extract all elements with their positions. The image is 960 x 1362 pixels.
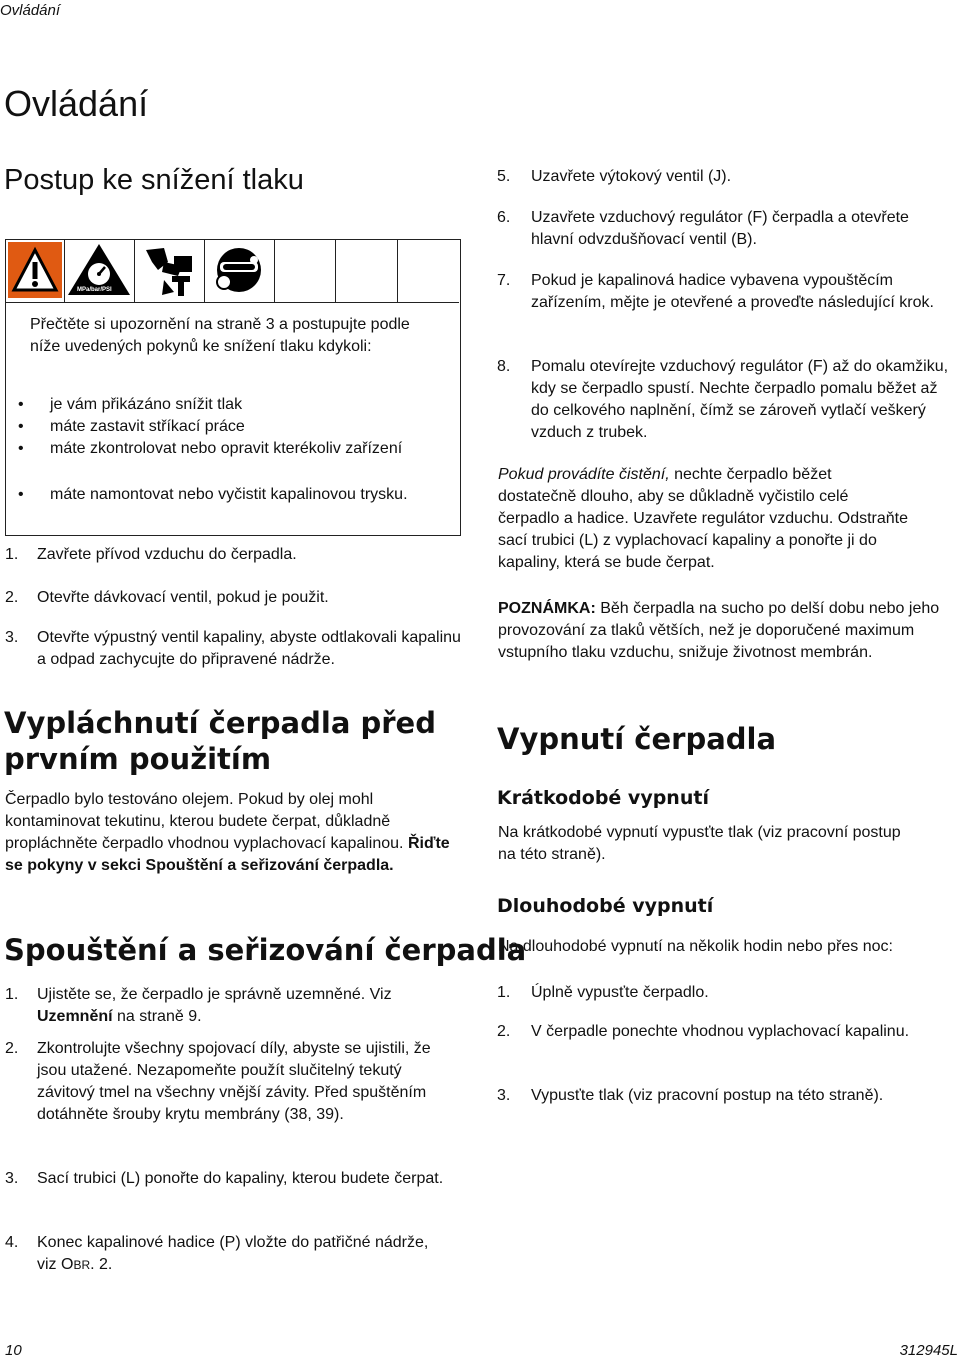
warning-icon-row [6, 240, 459, 303]
bullet-text: máte zkontrolovat nebo opravit kterékoliv zařízení [50, 440, 403, 457]
empty-icon-cell-1 [274, 240, 336, 302]
step-number: 7. [497, 272, 511, 289]
page-number: 10 [5, 1342, 22, 1359]
step-number: 1. [497, 984, 511, 1001]
note-paragraph [498, 598, 960, 664]
step-text: Pokud je kapalinová hadice vybavena vypouštěcím zařízením, mějte je otevřené a proveďte následující krok. [531, 272, 934, 311]
short-shutdown-heading: Krátkodobé vypnutí [497, 787, 709, 809]
flush-heading: Vypláchnutí čerpadla před prvním použitím [4, 706, 436, 776]
step-text-smallcaps: BR [73, 1258, 91, 1272]
step-number: 1. [5, 546, 19, 563]
shutdown-heading: Vypnutí čerpadla [497, 722, 777, 756]
warning-intro: Přečtěte si upozornění na straně 3 a postupujte podle níže uvedených pokynů ke snížení tlaku kdykoli: [30, 316, 410, 355]
pressure-icon-cell [64, 240, 135, 302]
step-number: 3. [497, 1087, 511, 1104]
injection-icon-cell [134, 240, 205, 302]
step-ref-bold: Uzemnění [37, 1008, 113, 1025]
step-text [37, 1232, 447, 1276]
pressure-icon-label: MPa/bar/PSI [77, 287, 112, 293]
step-text: Úplně vypusťte čerpadlo. [531, 984, 709, 1001]
ppe-icon-cell [204, 240, 275, 302]
step-text: Otevřte dávkovací ventil, pokud je použit. [37, 589, 329, 606]
note-text: Běh čerpadla na sucho po delší dobu nebo jeho provozování za tlaků větších, než je doporučené maximum vstupního tlaku vzduchu, snižuje životnost membrán. [498, 600, 940, 661]
flush-bold-text: Řiďte se pokyny v sekci Spouštění a seřizování čerpadla. [5, 835, 450, 874]
step-text: Zkontrolujte všechny spojovací díly, abyste se ujistili, že jsou utažené. Nezapomeňte použít slučitelný tekutý závitový tmel na všechny vnější závity. Před spuštěním dotáhněte šrouby krytu membrány (38, 39). [37, 1040, 431, 1123]
page-title: Ovládání [4, 83, 149, 124]
step-number: 1. [5, 986, 19, 1003]
step-text-part: Ujistěte se, že čerpadlo je správně uzemněné. Viz [37, 986, 392, 1003]
step-text: Pomalu otevírejte vzduchový regulátor (F) až do okamžiku, kdy se čerpadlo spustí. Nechte čerpadlo pomalu běžet až do celkového naplnění, čímž se zároveň vytlačí veškerý vzduch z trubek. [531, 358, 949, 441]
step-text: Otevřte výpustný ventil kapaliny, abyste odtlakovali kapalinu a odpad zachycujte do připravené nádrže. [37, 629, 461, 668]
protective-equipment-icon [204, 240, 274, 302]
startup-heading: Spouštění a seřizování čerpadla [4, 933, 527, 967]
running-header: Ovládání [0, 2, 61, 19]
hand-injection-icon [134, 240, 204, 302]
step-text [37, 984, 457, 1028]
flush-paragraph [5, 789, 465, 877]
cleaning-paragraph [498, 464, 913, 574]
step-text-part: Konec kapalinové hadice (P) vložte do patřičné nádrže, viz O [37, 1234, 429, 1273]
bullet-text: máte zastavit stříkací práce [50, 418, 245, 435]
step-number: 3. [5, 1170, 19, 1187]
cleaning-italic: Pokud provádíte čistění, [498, 466, 670, 483]
long-shutdown-text: Na dlouhodobé vypnutí na několik hodin nebo přes noc: [498, 938, 893, 955]
step-text: V čerpadle ponechte vhodnou vyplachovací kapalinu. [531, 1023, 910, 1040]
bullet-text: máte namontovat nebo vyčistit kapalinovou trysku. [50, 486, 408, 503]
warning-box: MPa/bar/PSI Přečtěte si upozornění na straně 3 a postupujte podle níže uvedených pokynů ke snížení tlaku kdykoli: • je vám přikázáno snížit tlak • máte zastavit stříkací práce • máte zkontrolovat nebo opravit kterékoliv zařízení • máte namontovat nebo vyčistit kapalinovou trysku. [5, 239, 461, 536]
step-text: Uzavřete vzduchový regulátor (F) čerpadla a otevřete hlavní odvzdušňovací ventil (B). [531, 209, 909, 248]
empty-icon-cell-2 [335, 240, 398, 302]
step-text: Vypusťte tlak (viz pracovní postup na této straně). [531, 1087, 884, 1104]
pressure-relief-heading: Postup ke snížení tlaku [4, 164, 304, 196]
step-number: 4. [5, 1234, 19, 1251]
note-label: POZNÁMKA: [498, 600, 596, 617]
document-number: 312945L [899, 1342, 958, 1359]
short-shutdown-text: Na krátkodobé vypnutí vypusťte tlak (viz pracovní postup na této straně). [498, 824, 901, 863]
step-number: 2. [5, 589, 19, 606]
warning-icon-cell [6, 240, 65, 302]
step-text-part: na straně 9. [117, 1008, 202, 1025]
step-text-part: . 2. [90, 1256, 113, 1273]
empty-icon-cell-3 [397, 240, 459, 302]
step-number: 5. [497, 168, 511, 185]
step-number: 3. [5, 629, 19, 646]
step-text: Uzavřete výtokový ventil (J). [531, 168, 732, 185]
cleaning-text: nechte čerpadlo běžet dostatečně dlouho, aby se důkladně vyčistilo celé čerpadlo a hadice. Uzavřete regulátor vzduchu. Odstraňte sací trubici (L) z vyplachovací kapaliny a ponořte ji do kapaliny, která se bude čerpat. [498, 466, 909, 571]
long-shutdown-heading: Dlouhodobé vypnutí [497, 895, 714, 917]
bullet-text: je vám přikázáno snížit tlak [50, 396, 243, 413]
step-number: 2. [5, 1040, 19, 1057]
step-number: 8. [497, 358, 511, 375]
step-text: Zavřete přívod vzduchu do čerpadla. [37, 546, 297, 563]
step-text: Sací trubici (L) ponořte do kapaliny, kterou budete čerpat. [37, 1170, 444, 1187]
warning-triangle-icon [6, 240, 64, 302]
step-number: 6. [497, 209, 511, 226]
step-number: 2. [497, 1023, 511, 1040]
flush-text: Čerpadlo bylo testováno olejem. Pokud by olej mohl kontaminovat tekutinu, kterou budete čerpat, důkladně propláchněte čerpadlo vhodnou vyplachovací kapalinou. [5, 791, 404, 852]
